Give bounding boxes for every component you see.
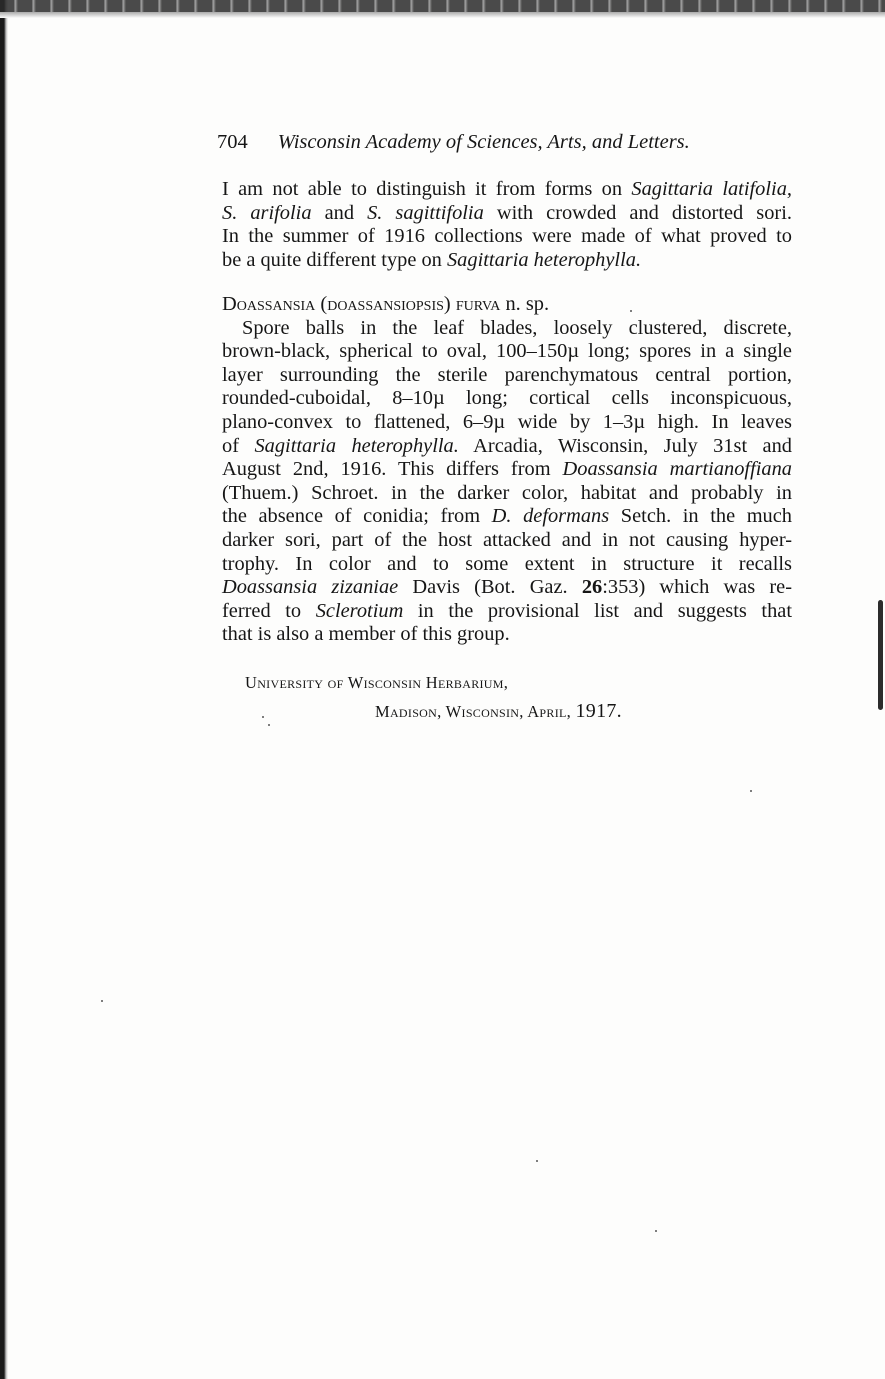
signature-place-date: Madison, Wisconsin, April, 1917. bbox=[375, 700, 622, 722]
page-top-edge-fade bbox=[0, 12, 885, 18]
page-top-edge-shadow bbox=[0, 0, 885, 12]
text-line: be a quite different type on Sagittaria heterophylla. bbox=[222, 248, 642, 271]
text-line: ferred to Sclerotium in the provisional list and suggests that bbox=[222, 599, 792, 622]
scan-speck bbox=[655, 1230, 657, 1232]
subgenus-name: (doassansiopsis) bbox=[320, 293, 451, 315]
text-line: that is also a member of this group. bbox=[222, 623, 510, 646]
species-suffix: n. sp. bbox=[500, 293, 550, 315]
scan-speck bbox=[630, 310, 632, 312]
species-name: furva bbox=[455, 293, 501, 315]
scan-speck bbox=[536, 1160, 538, 1162]
text-line: rounded-cuboidal, 8–10µ long; cortical cells inconspicuous, bbox=[222, 387, 792, 410]
text-line: August 2nd, 1916. This differs from Doassansia martianoffiana bbox=[222, 458, 793, 481]
page-left-edge-shadow bbox=[0, 0, 8, 1379]
text-line: (Thuem.) Schroet. in the darker color, habitat and probably in bbox=[222, 481, 792, 504]
running-head bbox=[217, 131, 792, 154]
text-line: Spore balls in the leaf blades, loosely clustered, discrete, bbox=[242, 316, 792, 339]
scan-speck bbox=[750, 790, 752, 792]
scan-speck bbox=[101, 1000, 103, 1002]
scan-speck bbox=[268, 724, 270, 726]
text-line: I am not able to distinguish it from forms on Sagittaria latifolia, bbox=[222, 178, 792, 200]
text-line: layer surrounding the sterile parenchymatous central portion, bbox=[222, 363, 792, 386]
text-line: Doassansia zizaniae Davis (Bot. Gaz. 26:353) which was re- bbox=[222, 576, 792, 599]
text-line: the absence of conidia; from D. deformans Setch. in the much bbox=[222, 505, 793, 528]
paragraph-intro bbox=[222, 178, 792, 272]
page-right-edge-mark bbox=[878, 600, 883, 710]
genus-name: Doassansia bbox=[222, 293, 316, 315]
paragraph-species-description bbox=[222, 293, 792, 647]
text-line: of Sagittaria heterophylla. Arcadia, Wisconsin, July 31st and bbox=[222, 434, 792, 457]
scan-speck bbox=[262, 716, 264, 718]
species-heading bbox=[222, 293, 792, 317]
text-line: trophy. In color and to some extent in structure it recalls bbox=[222, 552, 792, 575]
text-line: darker sori, part of the host attacked and in not causing hyper- bbox=[222, 528, 792, 551]
signature-institution: University of Wisconsin Herbarium, bbox=[245, 673, 509, 692]
text-line: In the summer of 1916 collections were made of what proved to bbox=[222, 225, 792, 248]
text-line: brown-black, spherical to oval, 100–150µ long; spores in a single bbox=[222, 340, 792, 363]
journal-title: Wisconsin Academy of Sciences, Arts, and Letters. bbox=[277, 131, 690, 153]
page-number: 704 bbox=[217, 131, 248, 153]
text-line: S. arifolia and S. sagittifolia with crowded and distorted sori. bbox=[222, 201, 792, 224]
signature-year: 1917. bbox=[575, 700, 622, 722]
text-line: plano-convex to flattened, 6–9µ wide by 1–3µ high. In leaves bbox=[222, 410, 792, 433]
